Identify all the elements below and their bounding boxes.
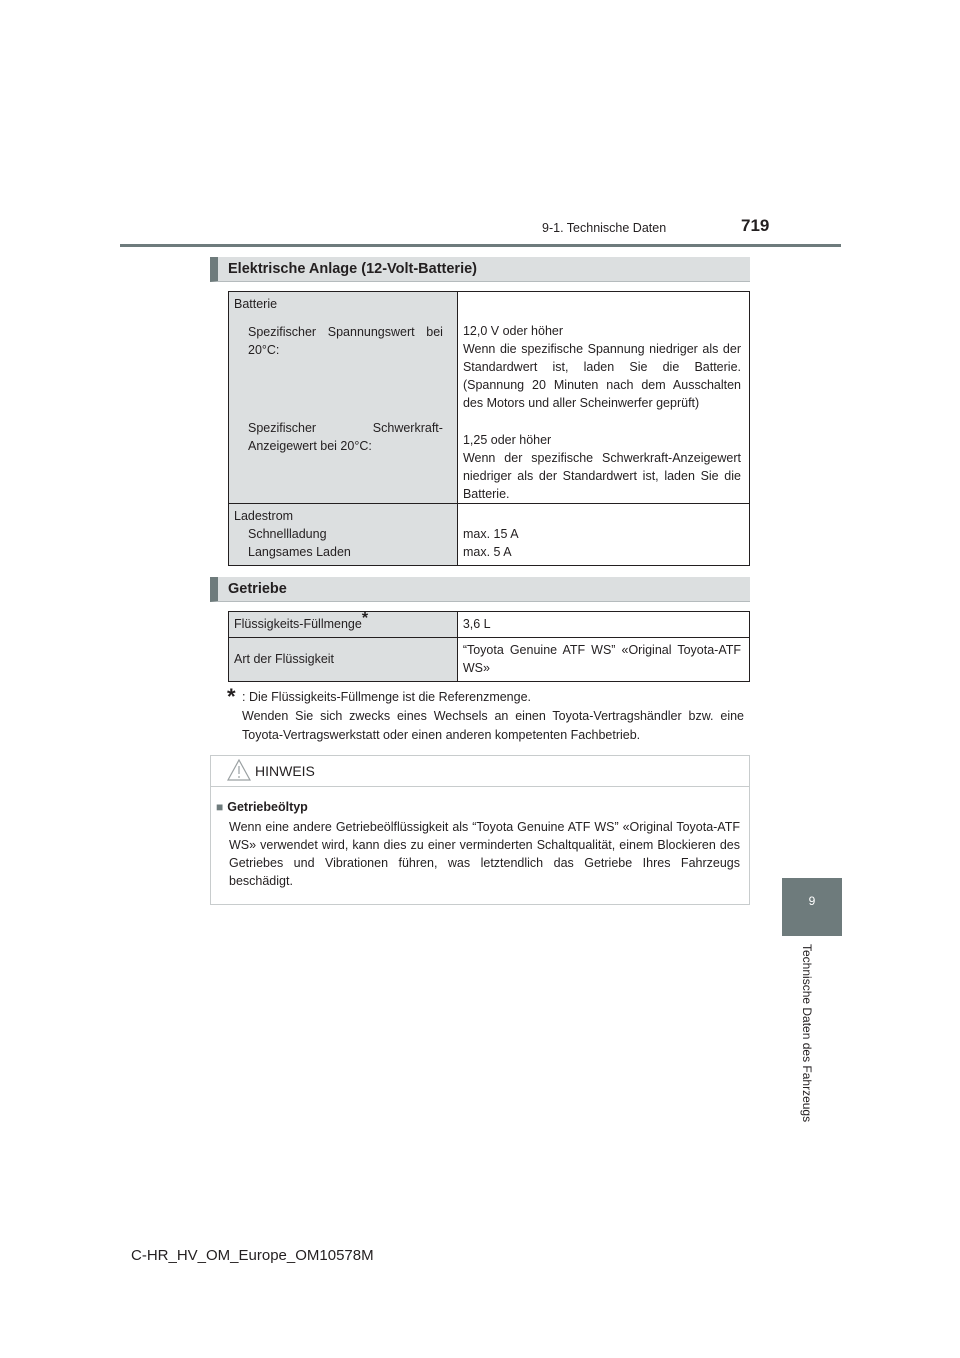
page-number: 719 [741,216,770,235]
table-row-capacity [229,612,750,638]
notice-box [210,755,750,905]
chapter-number: 9 [808,894,816,908]
battery-label-cell [229,292,458,504]
notice-title-text: Getriebeöltyp [227,800,308,814]
gravity-note: Wenn der spezifische Schwerkraft-Anzeigewert niedriger als der Standardwert ist, laden Sie die Batterie. [462,451,741,501]
capacity-value: 3,6 L [462,617,491,631]
notice-header [211,756,749,787]
transmission-spec-table [228,611,750,682]
section-heading-transmission [210,577,750,602]
fluid-label: Art der Flüssigkeit [234,652,335,666]
fluid-label-cell [229,638,458,682]
battery-label: Batterie [234,297,278,311]
footer-document-code: C-HR_HV_OM_Europe_OM10578M [131,1247,374,1264]
footnote-line2: Wenden Sie sich zwecks eines Wechsels an einen Toyota-Vertragshändler bzw. eine Toyota-Vertragswerkstatt oder einen anderen kompetenten Fachbetrieb. [242,709,744,742]
capacity-label-cell [229,609,458,638]
notice-body: Wenn eine andere Getriebeölflüssigkeit als “Toyota Genuine ATF WS” «Original Toyota-ATF WS» verwendet wird, kann dies zu einer verminderten Schaltqualität, einem Blockieren des Getriebes und Vibrationen führen, was letztendlich das Getriebe Ihres Fahrzeugs beschädigt. [229,820,740,888]
capacity-footnote-marker: * [361,609,369,627]
gravity-label: Spezifischer Schwerkraft-Anzeigewert bei 20°C: [248,421,443,453]
fluid-value-cell [457,638,749,682]
charge-label-cell [229,504,458,566]
slow-charge-value: max. 5 A [462,545,512,559]
footnote-line1: : Die Flüssigkeits-Füllmenge ist die Referenzmenge. [242,690,532,704]
warning-triangle-icon [227,759,251,781]
electrical-spec-table [228,291,750,566]
table-row-charge [229,504,750,566]
capacity-label: Flüssigkeits-Füllmenge [234,617,362,631]
header-section-title: 9-1. Technische Daten [542,221,667,235]
battery-value-cell [457,292,749,504]
fluid-value: “Toyota Genuine ATF WS” «Original Toyota-ATF WS» [462,643,741,675]
section-title-electrical: Elektrische Anlage (12-Volt-Batterie) [228,261,477,277]
capacity-value-cell [457,612,749,638]
fast-charge-value: max. 15 A [462,527,519,541]
notice-bullet-icon: ■ [216,800,224,814]
section-title-transmission: Getriebe [228,581,287,597]
charge-label: Ladestrom [234,509,294,523]
table-row-battery [229,292,750,504]
fast-charge-label: Schnellladung [248,527,327,541]
voltage-value: 12,0 V oder höher [462,324,564,338]
voltage-label: Spezifischer Spannungswert bei 20°C: [248,325,443,357]
notice-title [216,800,308,814]
slow-charge-label: Langsames Laden [248,545,351,559]
chapter-title: Technische Daten des Fahrzeugs [800,944,814,1123]
voltage-note: Wenn die spezifische Spannung niedriger als der Standardwert ist, laden Sie die Batterie. (Spannung 20 Minuten nach dem Ausschalten des Motors und aller Scheinwerfer geprüft) [462,342,741,410]
section-heading-electrical [210,257,750,282]
notice-heading: HINWEIS [255,763,315,779]
footnote [227,684,744,745]
gravity-value: 1,25 oder höher [462,433,552,447]
charge-value-cell [457,504,749,566]
header-rule [120,244,841,247]
footnote-marker: * [227,684,236,709]
table-row-fluid [229,638,750,682]
